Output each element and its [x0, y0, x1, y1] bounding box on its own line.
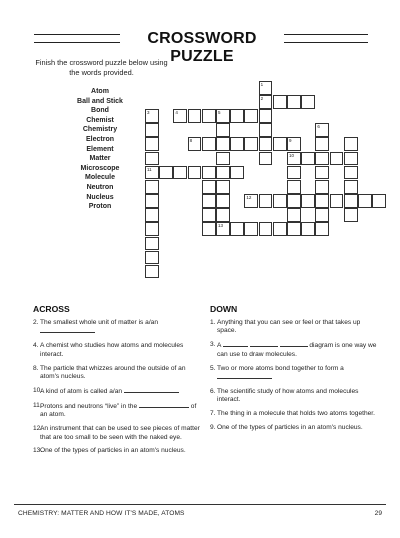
clue-text — [217, 341, 378, 359]
grid-cell[interactable] — [202, 222, 216, 236]
down-clue — [210, 424, 378, 432]
down-clue — [210, 365, 378, 383]
grid-cell[interactable] — [145, 180, 159, 194]
clue-number: 8 — [189, 138, 193, 144]
grid-cell[interactable] — [287, 180, 301, 194]
grid-cell[interactable] — [188, 137, 202, 151]
grid-cell[interactable] — [301, 194, 315, 208]
grid-cell[interactable] — [259, 137, 273, 151]
grid-cell[interactable] — [259, 194, 273, 208]
clue-num: 2. — [33, 319, 39, 326]
across-clue — [33, 365, 201, 382]
grid-cell[interactable] — [344, 166, 358, 180]
clue-text — [217, 319, 378, 336]
word-bank-item: Proton — [88, 203, 112, 211]
clue-text — [217, 410, 378, 418]
answer-blank[interactable] — [124, 387, 179, 393]
grid-cell[interactable] — [287, 208, 301, 222]
clue-text — [40, 447, 201, 455]
clue-num: 10. — [33, 386, 43, 394]
grid-cell[interactable] — [315, 208, 329, 222]
grid-cell[interactable] — [145, 251, 159, 265]
grid-cell[interactable] — [216, 180, 230, 194]
across-heading: ACROSS — [33, 304, 70, 314]
grid-cell[interactable] — [259, 152, 273, 166]
grid-cell[interactable] — [301, 222, 315, 236]
clue-text-part: One of the types of particles in an atom's nucleus. — [40, 447, 186, 455]
clue-text — [40, 425, 201, 442]
clue-text-part: The particle that whizzes around the outside of an atom's nucleus. — [40, 364, 186, 381]
clue-text — [40, 365, 201, 382]
grid-cell[interactable] — [145, 123, 159, 137]
grid-cell[interactable] — [244, 137, 258, 151]
clue-text — [217, 424, 378, 432]
clue-text — [217, 388, 378, 405]
grid-cell[interactable] — [315, 222, 329, 236]
across-clue — [33, 447, 201, 455]
grid-cell[interactable] — [216, 123, 230, 137]
grid-cell[interactable] — [344, 208, 358, 222]
clue-text-part: Protons and neutrons “live” in the — [40, 402, 139, 410]
grid-cell[interactable] — [202, 166, 216, 180]
clue-num: 13. — [33, 447, 43, 455]
down-clue — [210, 410, 378, 418]
clue-text-part: The scientific study of how atoms and molecules interact. — [217, 387, 359, 404]
grid-cell[interactable] — [188, 109, 202, 123]
grid-cell[interactable] — [259, 123, 273, 137]
answer-blank[interactable] — [250, 341, 278, 347]
word-bank-item: Atom — [91, 88, 109, 95]
grid-cell[interactable] — [315, 137, 329, 151]
clue-num: 12. — [33, 425, 43, 433]
grid-cell[interactable] — [230, 222, 244, 236]
answer-blank[interactable] — [139, 402, 189, 408]
clue-text — [40, 342, 201, 359]
across-clue — [33, 319, 201, 337]
grid-cell[interactable] — [216, 222, 230, 236]
clue-text-part: One of the types of particles in an atom's nucleus. — [217, 424, 363, 432]
across-clues — [33, 319, 201, 461]
grid-cell[interactable] — [344, 152, 358, 166]
clue-text-part: A kind of atom is called a/an — [40, 387, 124, 395]
grid-cell[interactable] — [202, 208, 216, 222]
grid-cell[interactable] — [259, 81, 273, 95]
grid-cell[interactable] — [202, 109, 216, 123]
clue-text-part: A chemist who studies how atoms and molecules interact. — [40, 342, 184, 358]
clue-text-part: diagram is one way we can use to draw molecules. — [217, 342, 377, 358]
grid-cell[interactable] — [145, 194, 159, 208]
word-bank-item: Electron — [85, 135, 114, 143]
grid-cell[interactable] — [230, 109, 244, 123]
clue-number: 1 — [260, 81, 264, 87]
grid-cell[interactable] — [202, 137, 216, 151]
word-bank-item: Neutron — [86, 183, 114, 191]
word-bank-item: Molecule — [85, 174, 115, 182]
grid-cell[interactable] — [287, 137, 301, 151]
grid-cell[interactable] — [216, 152, 230, 166]
grid-cell[interactable] — [315, 166, 329, 180]
clue-number: 3 — [147, 110, 150, 116]
grid-cell[interactable] — [173, 166, 187, 180]
grid-cell[interactable] — [273, 95, 287, 109]
grid-cell[interactable] — [287, 166, 301, 180]
answer-blank[interactable] — [217, 373, 272, 379]
clue-text-part: The smallest whole unit of matter is a/an — [40, 319, 159, 326]
clue-num: 7. — [210, 410, 216, 418]
clue-text-part: of an atom. — [40, 402, 197, 419]
clue-text — [217, 365, 378, 383]
grid-cell[interactable] — [244, 222, 258, 236]
grid-cell[interactable] — [259, 109, 273, 123]
instructions: Finish the crossword puzzle below using the words provided. — [35, 58, 168, 77]
clue-num: 9. — [210, 424, 216, 432]
clue-text-part: A — [217, 342, 223, 350]
answer-blank[interactable] — [40, 327, 95, 333]
clue-number: 12 — [246, 195, 252, 201]
grid-cell[interactable] — [216, 194, 230, 208]
clue-text — [40, 387, 201, 396]
clue-number: 13 — [218, 223, 224, 229]
grid-cell[interactable] — [330, 152, 344, 166]
word-bank-item: Chemist — [86, 116, 114, 124]
clue-number: 5 — [218, 110, 221, 116]
across-clue — [33, 425, 201, 442]
clue-text-part: The thing in a molecule that holds two atoms together. — [217, 410, 375, 418]
down-heading: DOWN — [210, 304, 238, 314]
word-bank-item: Nucleus — [86, 193, 114, 201]
word-bank-item: Ball and Stick — [77, 97, 123, 105]
clue-num: 5. — [210, 364, 216, 372]
clue-number: 2 — [260, 96, 264, 101]
word-bank-item: Matter — [89, 155, 111, 163]
clue-number: 9 — [289, 138, 292, 144]
clue-number: 10 — [289, 152, 295, 158]
grid-cell[interactable] — [287, 194, 301, 208]
grid-cell[interactable] — [216, 137, 230, 151]
grid-cell[interactable] — [145, 265, 159, 279]
grid-cell[interactable] — [330, 194, 344, 208]
grid-cell[interactable] — [344, 180, 358, 194]
grid-cell[interactable] — [145, 237, 159, 251]
grid-cell[interactable] — [259, 222, 273, 236]
footer-rule — [14, 504, 386, 505]
grid-cell[interactable] — [216, 166, 230, 180]
word-bank-item: Microscope — [80, 164, 120, 172]
grid-cell[interactable] — [315, 194, 329, 208]
grid-cell[interactable] — [145, 137, 159, 151]
grid-cell[interactable] — [230, 137, 244, 151]
grid-cell[interactable] — [372, 194, 386, 208]
down-clue — [210, 388, 378, 405]
clue-num: 8. — [33, 364, 39, 372]
grid-cell[interactable] — [216, 109, 230, 123]
grid-cell[interactable] — [287, 222, 301, 236]
grid-cell[interactable] — [173, 109, 187, 123]
grid-cell[interactable] — [202, 180, 216, 194]
grid-cell[interactable] — [287, 95, 301, 109]
word-bank-item: Chemistry — [82, 126, 118, 134]
grid-cell[interactable] — [145, 109, 159, 123]
answer-blank[interactable] — [223, 341, 248, 347]
clue-text-part: Two or more atoms bond together to form a — [217, 364, 344, 372]
grid-cell[interactable] — [202, 194, 216, 208]
grid-cell[interactable] — [344, 137, 358, 151]
clue-num: 11. — [33, 401, 42, 409]
down-clue — [210, 341, 378, 359]
clue-number: 11 — [147, 166, 152, 172]
clue-number: 6 — [317, 124, 320, 130]
clue-text-part: An instrument that can be used to see pieces of matter that are too small to be seen with the naked eye. — [40, 425, 200, 441]
footer-subject: CHEMISTRY: MATTER AND HOW IT'S MADE, ATOMS — [18, 510, 185, 517]
grid-cell[interactable] — [273, 137, 287, 151]
answer-blank[interactable] — [280, 341, 308, 347]
grid-cell[interactable] — [301, 152, 315, 166]
grid-cell[interactable] — [244, 109, 258, 123]
grid-cell[interactable] — [145, 166, 159, 180]
grid-cell[interactable] — [273, 222, 287, 236]
down-clues — [210, 319, 378, 438]
grid-cell[interactable] — [273, 194, 287, 208]
grid-cell[interactable] — [358, 194, 372, 208]
grid-cell[interactable] — [315, 180, 329, 194]
grid-cell[interactable] — [315, 152, 329, 166]
grid-cell[interactable] — [145, 152, 159, 166]
grid-cell[interactable] — [259, 95, 273, 109]
clue-text — [40, 319, 201, 337]
across-clue — [33, 387, 201, 396]
clue-text — [40, 402, 201, 420]
clue-text-part: Anything that you can see or feel or that takes up space. — [217, 319, 361, 335]
clue-num: 3. — [210, 341, 216, 349]
grid-cell[interactable] — [230, 166, 244, 180]
grid-cell[interactable] — [244, 194, 258, 208]
grid-cell[interactable] — [287, 152, 301, 166]
clue-number: 4 — [175, 110, 178, 116]
page-title: CROSSWORD PUZZLE — [147, 30, 257, 65]
word-bank-item: Element — [86, 145, 114, 153]
grid-cell[interactable] — [301, 95, 315, 109]
grid-cell[interactable] — [145, 208, 159, 222]
across-clue — [33, 342, 201, 359]
across-clue — [33, 402, 201, 420]
grid-cell[interactable] — [159, 166, 173, 180]
grid-cell[interactable] — [145, 222, 159, 236]
grid-cell[interactable] — [188, 166, 202, 180]
clue-num: 6. — [210, 387, 216, 395]
word-bank-item: Bond — [91, 107, 109, 115]
down-clue — [210, 319, 378, 336]
grid-cell[interactable] — [216, 208, 230, 222]
grid-cell[interactable] — [344, 194, 358, 208]
page-number: 29 — [374, 510, 382, 517]
grid-cell[interactable] — [315, 123, 329, 137]
clue-num: 4. — [33, 342, 39, 350]
clue-num: 1. — [210, 319, 216, 326]
